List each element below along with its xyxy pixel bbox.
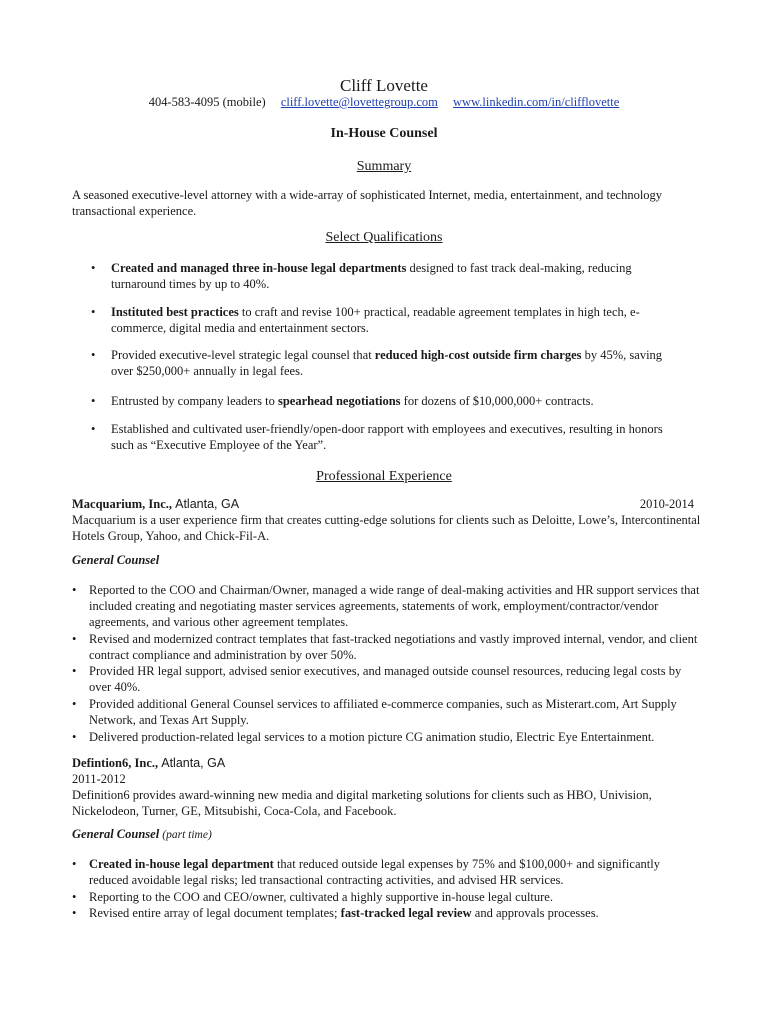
role-title: General Counsel (part time): [72, 827, 212, 841]
company-name: Macquarium, Inc.,: [72, 497, 172, 511]
company-line: [72, 755, 694, 771]
company-line: [72, 496, 694, 512]
company-description: Macquarium is a user experience firm that creates cutting-edge solutions for clients such as Deloitte, Lowe’s, Intercontinental Hotels Group, Yahoo, and Chick-Fil-A.: [72, 513, 701, 543]
employment-years: 2010-2014: [639, 497, 694, 511]
qualification-item: • Provided executive-level strategic legal counsel that reduced high-cost outside firm charges by 45%, saving over $250,000+ annually in legal fees.: [72, 347, 672, 379]
company-description: Definition6 provides award-winning new media and digital marketing solutions for clients such as HBO, Univision, Nickelodeon, Turner, GE, Mitsubishi, Coca-Cola, and Facebook.: [72, 788, 652, 818]
job-bullet: • Revised entire array of legal document templates; fast-tracked legal review and approvals processes.: [72, 905, 700, 921]
company-location: Atlanta, GA: [161, 756, 226, 770]
email-link[interactable]: cliff.lovette@lovettegroup.com: [280, 95, 438, 109]
company-location: Atlanta, GA: [175, 497, 240, 511]
qualification-item: • Created and managed three in-house legal departments designed to fast track deal-making, reducing turnaround times by up to 40%.: [72, 260, 672, 292]
job-bullet: • Delivered production-related legal services to a motion picture CG animation studio, Electric Eye Entertainment.: [72, 729, 700, 745]
qualification-item: • Entrusted by company leaders to spearhead negotiations for dozens of $10,000,000+ contracts.: [72, 393, 672, 409]
qualifications-heading: Select Qualifications: [325, 230, 443, 245]
phone-number: 404-583-4095 (mobile): [148, 95, 266, 109]
employment-years: 2011-2012: [72, 772, 126, 786]
summary-text: A seasoned executive-level attorney with a wide-array of sophisticated Internet, media, entertainment, and technology transactional experience.: [72, 188, 663, 218]
experience-heading: Professional Experience: [316, 469, 452, 484]
job-title: In-House Counsel: [330, 126, 438, 141]
job-bullet: • Created in-house legal department that reduced outside legal expenses by 75% and $100,000+ and significantly reduced avoidable legal risks; led transactional contracting activities, and advised HR services.: [72, 856, 700, 888]
qualification-item: • Instituted best practices to craft and revise 100+ practical, readable agreement templates in high tech, e-commerce, digital media and entertainment sectors.: [72, 304, 672, 336]
job-bullet: • Reported to the COO and Chairman/Owner, managed a wide range of deal-making activities and HR support services that included creating and negotiating master services agreements, statements of work, employment/contractor/vendor agreements, and various other agreement templates.: [72, 582, 700, 630]
company-name: Defintion6, Inc.,: [72, 756, 159, 770]
job-bullet: • Provided additional General Counsel services to affiliated e-commerce companies, such as Misterart.com, Art Supply Network, and Texas Art Supply.: [72, 696, 700, 728]
linkedin-link[interactable]: www.linkedin.com/in/clifflovette: [453, 95, 620, 109]
job-bullet: • Revised and modernized contract templates that fast-tracked negotiations and vastly improved internal, vendor, and client contract compliance and administration by over 50%.: [72, 631, 700, 663]
role-title: General Counsel: [72, 553, 160, 567]
candidate-name: Cliff Lovette: [340, 76, 428, 95]
summary-heading: Summary: [356, 159, 412, 174]
qualification-item: • Established and cultivated user-friendly/open-door rapport with employees and executives, resulting in honors such as “Executive Employee of the Year”.: [72, 421, 672, 453]
job-bullet: • Reporting to the COO and CEO/owner, cultivated a highly supportive in-house legal culture.: [72, 889, 700, 905]
role-note: (part time): [162, 829, 212, 841]
contact-line: [0, 95, 768, 110]
job-bullet: • Provided HR legal support, advised senior executives, and managed outside counsel resources, reducing legal costs by over 40%.: [72, 663, 700, 695]
